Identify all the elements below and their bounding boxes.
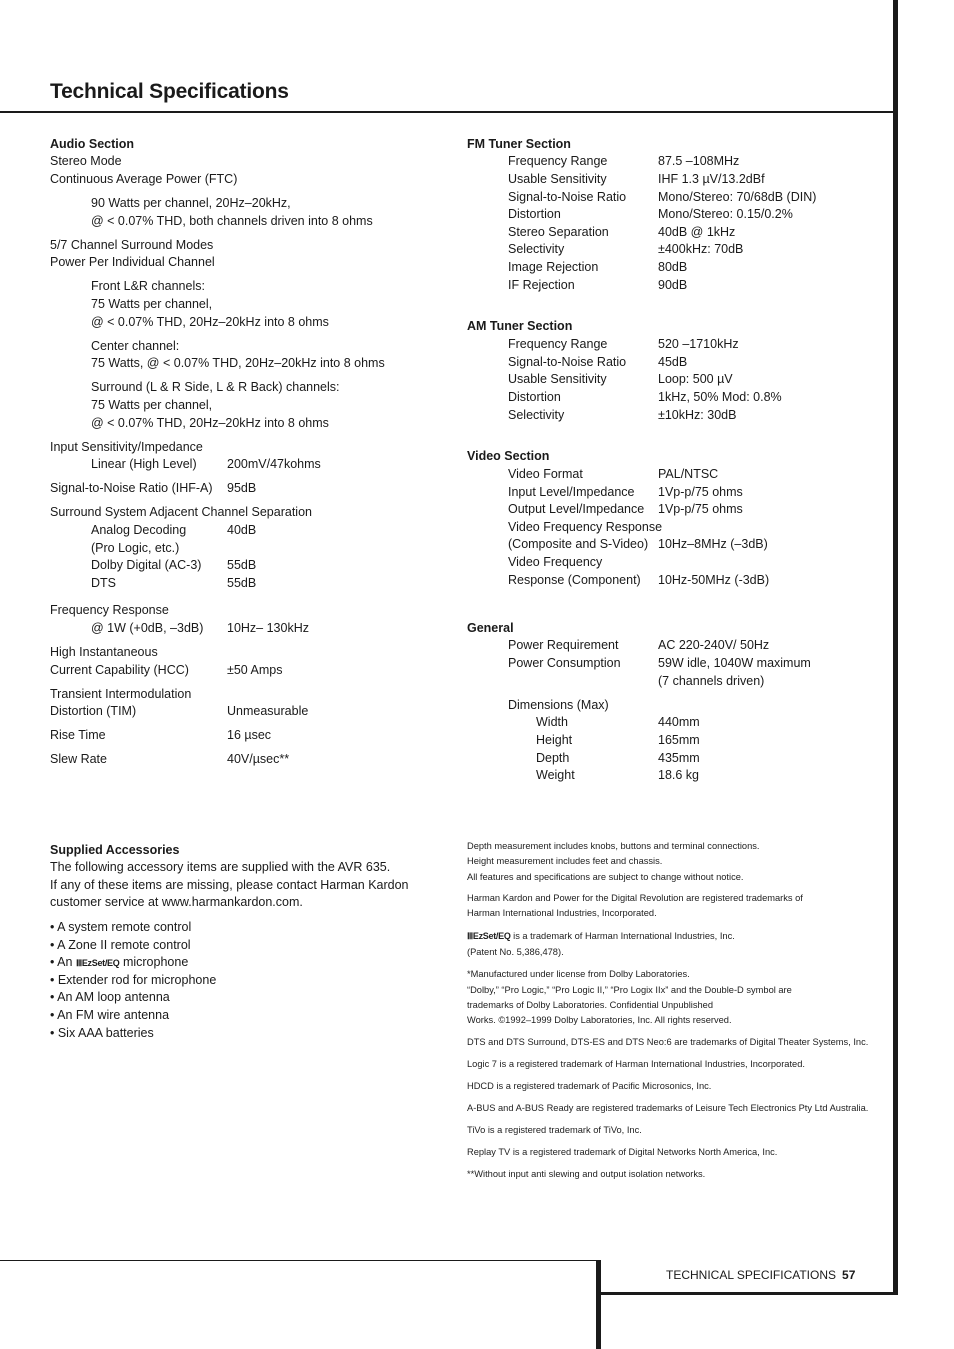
spec-label: Image Rejection	[508, 260, 599, 274]
note-line: “Dolby,” “Pro Logic,” “Pro Logic II,” “Pro Logix IIx” and the Double-D symbol are	[467, 985, 792, 995]
tim-1: Transient Intermodulation	[50, 687, 192, 701]
general-heading: General	[467, 621, 514, 635]
freq-sub-label: @ 1W (+0dB, –3dB)	[91, 621, 204, 635]
linear-value: 200mV/47kohms	[227, 457, 321, 471]
spec-value: 520 –1710kHz	[658, 337, 739, 351]
analog-value: 40dB	[227, 523, 257, 537]
dim-value: 435mm	[658, 751, 700, 765]
note-line: (Patent No. 5,386,478).	[467, 947, 564, 957]
tim-value: Unmeasurable	[227, 704, 309, 718]
power-req-label: Power Requirement	[508, 638, 619, 652]
note-line: *Manufactured under license from Dolby Laboratories.	[467, 969, 690, 979]
note-line: Logic 7 is a registered trademark of Harman International Industries, Incorporated.	[467, 1059, 805, 1069]
audio-heading: Audio Section	[50, 137, 135, 151]
hcc-1: High Instantaneous	[50, 645, 158, 659]
freq-value: 10Hz– 130kHz	[227, 621, 309, 635]
spec-label: Distortion	[508, 390, 561, 404]
vfr1-label-1: Video Frequency Response	[508, 520, 663, 534]
accessory-item-prefix: • An	[50, 955, 73, 969]
spec-value: IHF 1.3 µV/13.2dBf	[658, 172, 765, 186]
note-line: **Without input anti slewing and output isolation networks.	[467, 1169, 706, 1179]
per-channel: Power Per Individual Channel	[50, 255, 215, 269]
snr-label: Signal-to-Noise Ratio (IHF-A)	[50, 481, 213, 495]
spec-value: 87.5 –108MHz	[658, 154, 740, 168]
note-text: is a trademark of Harman International Industries, Inc.	[513, 931, 735, 941]
accessory-item: • A system remote control	[50, 920, 192, 934]
accessories-heading: Supplied Accessories	[50, 843, 180, 857]
spec-value: Mono/Stereo: 70/68dB (DIN)	[658, 190, 817, 204]
surround-2: 75 Watts per channel,	[91, 398, 213, 412]
spec-label: Usable Sensitivity	[508, 372, 607, 386]
hcc-2: Current Capability (HCC)	[50, 663, 189, 677]
spec-value: Loop: 500 µV	[658, 372, 733, 386]
dim-value: 18.6 kg	[658, 768, 700, 782]
accessory-item: • Six AAA batteries	[50, 1026, 154, 1040]
note-line: TiVo is a registered trademark of TiVo, Inc.	[467, 1125, 642, 1135]
right-edge-bar	[893, 0, 898, 1294]
spec-label: Usable Sensitivity	[508, 172, 607, 186]
analog-sub: (Pro Logic, etc.)	[91, 541, 180, 555]
note-line: Harman Kardon and Power for the Digital Revolution are registered trademarks of	[467, 893, 803, 903]
center-1: Center channel:	[91, 339, 180, 353]
spec-value: ±10kHz: 30dB	[658, 408, 737, 422]
note-line: A-BUS and A-BUS Ready are registered trademarks of Leisure Tech Electronics Pty Ltd Australia.	[467, 1103, 869, 1113]
surround-3: @ < 0.07% THD, 20Hz–20kHz into 8 ohms	[91, 416, 329, 430]
separation-heading: Surround System Adjacent Channel Separation	[50, 505, 312, 519]
accessory-item	[50, 955, 188, 969]
dim-label: Weight	[536, 768, 575, 782]
dts-label: DTS	[91, 576, 116, 590]
note-line: Height measurement includes feet and chassis.	[467, 856, 663, 866]
power-cons-value-2: (7 channels driven)	[658, 674, 765, 688]
note-line: Replay TV is a registered trademark of Digital Networks North America, Inc.	[467, 1147, 778, 1157]
dim-label: Depth	[536, 751, 570, 765]
spec-value: 90dB	[658, 278, 688, 292]
note-line: DTS and DTS Surround, DTS-ES and DTS Neo:6 are trademarks of Digital Theater Systems, Inc.	[467, 1037, 869, 1047]
accessory-item-suffix: microphone	[122, 955, 189, 969]
spec-value: ±400kHz: 70dB	[658, 242, 744, 256]
video-input-label: Input Level/Impedance	[508, 485, 635, 499]
video-format-value: PAL/NTSC	[658, 467, 719, 481]
rise-value: 16 µsec	[227, 728, 272, 742]
power-cons-value-1: 59W idle, 1040W maximum	[658, 656, 811, 670]
spec-label: Frequency Range	[508, 154, 608, 168]
input-sensitivity: Input Sensitivity/Impedance	[50, 440, 203, 454]
page-title: Technical Specifications	[50, 80, 289, 103]
vfr1-value: 10Hz–8MHz (–3dB)	[658, 537, 768, 551]
front-3: @ < 0.07% THD, 20Hz–20kHz into 8 ohms	[91, 315, 329, 329]
ezset-eq-logo: ⅢEzSet/EQ	[467, 931, 511, 941]
dolby-value: 55dB	[227, 558, 257, 572]
accessory-item: • An AM loop antenna	[50, 990, 170, 1004]
tim-2: Distortion (TIM)	[50, 704, 137, 718]
spec-value: Mono/Stereo: 0.15/0.2%	[658, 207, 793, 221]
stereo-mode: Stereo Mode	[50, 154, 122, 168]
spec-label: Selectivity	[508, 242, 565, 256]
power-cons-label: Power Consumption	[508, 656, 621, 670]
note-line	[467, 929, 735, 945]
accessory-item: • Extender rod for microphone	[50, 973, 217, 987]
spec-label: Distortion	[508, 207, 561, 221]
spec-label: IF Rejection	[508, 278, 575, 292]
title-rule	[0, 111, 894, 113]
note-line: trademarks of Dolby Laboratories. Confidential Unpublished	[467, 1000, 713, 1010]
footer-rule-right	[598, 1292, 898, 1295]
page-footer	[666, 1268, 855, 1282]
dim-label: Width	[536, 715, 568, 729]
hcc-value: ±50 Amps	[227, 663, 283, 677]
spec-label: Signal-to-Noise Ratio	[508, 190, 627, 204]
analog-label: Analog Decoding	[91, 523, 187, 537]
rise-label: Rise Time	[50, 728, 106, 742]
note-line: All features and specifications are subject to change without notice.	[467, 872, 744, 882]
dim-value: 440mm	[658, 715, 700, 729]
page-number: 57	[842, 1268, 856, 1282]
vfr1-label-2: (Composite and S-Video)	[508, 537, 649, 551]
continuous-power: Continuous Average Power (FTC)	[50, 172, 238, 186]
center-2: 75 Watts, @ < 0.07% THD, 20Hz–20kHz into 8 ohms	[91, 356, 385, 370]
note-line: Works. ©1992–1999 Dolby Laboratories, Inc. All rights reserved.	[467, 1015, 732, 1025]
slew-value: 40V/µsec**	[227, 752, 290, 766]
accessories-intro-2: If any of these items are missing, please contact Harman Kardon	[50, 878, 409, 892]
surround-modes: 5/7 Channel Surround Modes	[50, 238, 214, 252]
spec-value: 40dB @ 1kHz	[658, 225, 736, 239]
snr-value: 95dB	[227, 481, 257, 495]
slew-label: Slew Rate	[50, 752, 107, 766]
stereo-power-1: 90 Watts per channel, 20Hz–20kHz,	[91, 196, 291, 210]
spec-label: Frequency Range	[508, 337, 608, 351]
footer-section-title: TECHNICAL SPECIFICATIONS	[666, 1268, 837, 1282]
accessories-intro-1: The following accessory items are supplied with the AVR 635.	[50, 860, 391, 874]
spec-value: 1kHz, 50% Mod: 0.8%	[658, 390, 782, 404]
spec-label: Stereo Separation	[508, 225, 609, 239]
dim-value: 165mm	[658, 733, 700, 747]
fm-heading: FM Tuner Section	[467, 137, 571, 151]
spec-value: 80dB	[658, 260, 688, 274]
front-2: 75 Watts per channel,	[91, 297, 213, 311]
dolby-label: Dolby Digital (AC-3)	[91, 558, 202, 572]
video-heading: Video Section	[467, 449, 550, 463]
freq-label: Frequency Response	[50, 603, 169, 617]
vfr2-label-2: Response (Component)	[508, 573, 641, 587]
am-heading: AM Tuner Section	[467, 319, 573, 333]
dim-label: Height	[536, 733, 573, 747]
video-input-value: 1Vp-p/75 ohms	[658, 485, 743, 499]
vfr2-value: 10Hz-50MHz (-3dB)	[658, 573, 770, 587]
video-format-label: Video Format	[508, 467, 583, 481]
video-output-value: 1Vp-p/75 ohms	[658, 502, 743, 516]
accessory-item: • A Zone II remote control	[50, 938, 191, 952]
note-line: Harman International Industries, Incorporated.	[467, 908, 657, 918]
linear-label: Linear (High Level)	[91, 457, 197, 471]
power-req-value: AC 220-240V/ 50Hz	[658, 638, 770, 652]
surround-1: Surround (L & R Side, L & R Back) channels:	[91, 380, 340, 394]
spec-label: Signal-to-Noise Ratio	[508, 355, 627, 369]
vfr2-label-1: Video Frequency	[508, 555, 603, 569]
front-1: Front L&R channels:	[91, 279, 205, 293]
note-line: Depth measurement includes knobs, buttons and terminal connections.	[467, 841, 760, 851]
note-line: HDCD is a registered trademark of Pacific Microsonics, Inc.	[467, 1081, 712, 1091]
footer-vertical-bar	[596, 1260, 601, 1349]
stereo-power-2: @ < 0.07% THD, both channels driven into 8 ohms	[91, 214, 373, 228]
video-output-label: Output Level/Impedance	[508, 502, 645, 516]
dts-value: 55dB	[227, 576, 257, 590]
accessories-intro-3: customer service at www.harmankardon.com.	[50, 895, 303, 909]
dims-label: Dimensions (Max)	[508, 698, 609, 712]
ezset-eq-logo: ⅢEzSet/EQ	[75, 958, 120, 968]
spec-value: 45dB	[658, 355, 688, 369]
footer-rule-left	[0, 1260, 598, 1261]
accessory-item: • An FM wire antenna	[50, 1008, 170, 1022]
spec-label: Selectivity	[508, 408, 565, 422]
